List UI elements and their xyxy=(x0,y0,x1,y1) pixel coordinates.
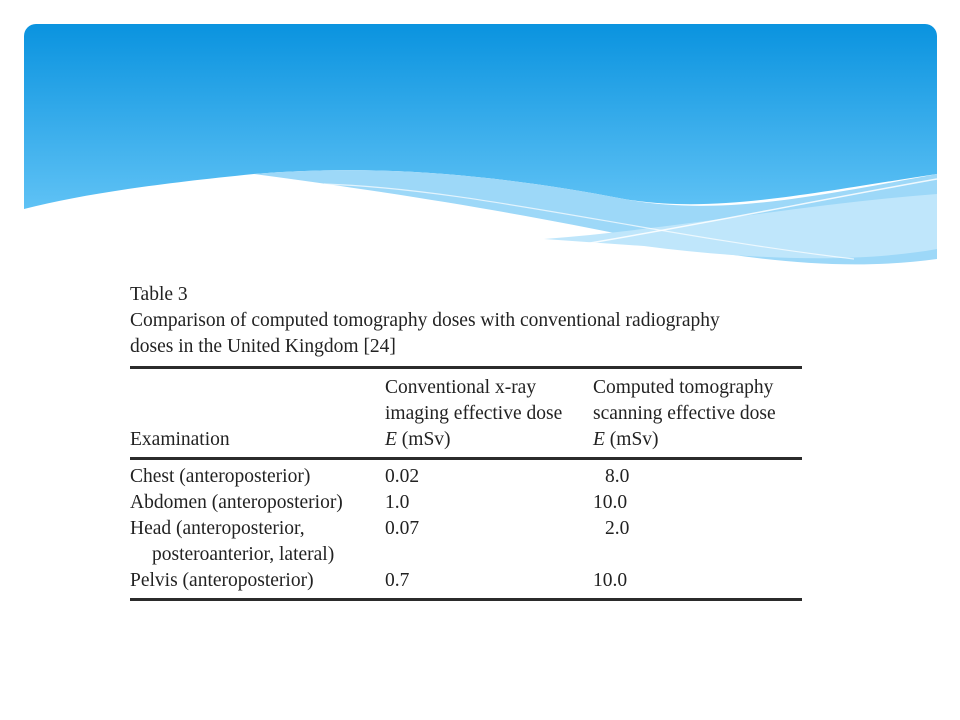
cell-ct: 10.0 xyxy=(593,570,628,591)
table-row xyxy=(130,490,802,516)
table-label: Table 3 xyxy=(130,284,188,305)
cell-examination: Chest (anteroposterior) xyxy=(130,466,311,487)
cell-conventional: 0.7 xyxy=(385,570,410,591)
unit-label: (mSv) xyxy=(609,429,659,450)
table-header-row xyxy=(130,368,802,459)
cell-examination: Head (anteroposterior, posteroanterior, lateral) xyxy=(130,518,335,565)
table-caption-line-2: doses in the United Kingdom [24] xyxy=(130,336,396,357)
header-examination: Examination xyxy=(130,368,385,459)
cell-ct: 8.0 xyxy=(605,466,630,487)
cell-ct: 10.0 xyxy=(593,492,628,513)
unit-symbol: E xyxy=(593,429,605,450)
cell-conventional: 0.07 xyxy=(385,518,420,539)
cell-examination: Pelvis (anteroposterior) xyxy=(130,570,314,591)
slide-header-banner xyxy=(24,24,937,284)
cell-conventional: 0.02 xyxy=(385,466,420,487)
cell-conventional: 1.0 xyxy=(385,492,410,513)
table-block xyxy=(130,282,802,601)
table-row xyxy=(130,568,802,600)
header-computed-tomography: Computed tomography scanning effective dose E (mSv) xyxy=(593,368,802,459)
unit-label: (mSv) xyxy=(401,429,451,450)
table-caption-line-1: Comparison of computed tomography doses with conventional radiography xyxy=(130,310,720,331)
header-conventional: Conventional x-ray imaging effective dose E (mSv) xyxy=(385,368,593,459)
unit-symbol: E xyxy=(385,429,397,450)
dose-comparison-table xyxy=(130,366,802,601)
cell-ct: 2.0 xyxy=(605,518,630,539)
table-row xyxy=(130,459,802,491)
table-row xyxy=(130,516,802,568)
cell-examination: Abdomen (anteroposterior) xyxy=(130,492,343,513)
